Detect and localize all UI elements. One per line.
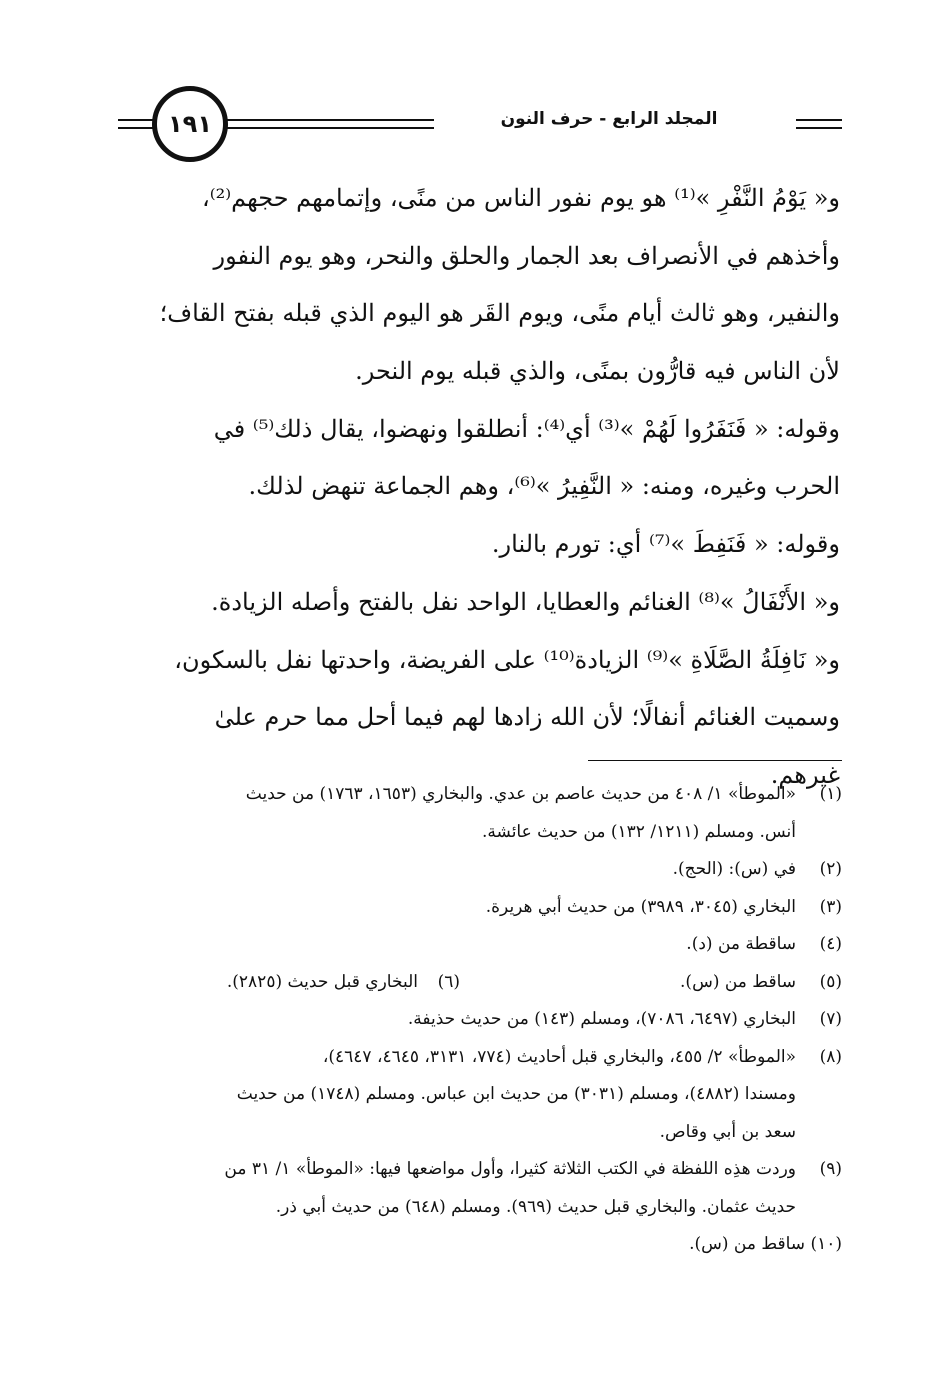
text-line: و« نَافِلَةُ الصَّلَاةِ »⁽⁹⁾ الزيادة⁽¹⁰⁾ على الفريضة، واحدتها نفل بالسكون،	[174, 645, 840, 674]
footnote-text: البخاري قبل حديث (٢٨٢٥).	[226, 971, 418, 992]
footnote-text: ساقط من (س).	[680, 971, 796, 992]
footnote-number: (٤)	[819, 934, 842, 954]
footnote-text: ساقطة من (د).	[686, 934, 796, 954]
footnote-text: حديث عثمان. والبخاري قبل حديث (٩٦٩). ومسلم (٦٤٨) من حديث أبي ذر.	[275, 1196, 796, 1217]
page-number-badge	[152, 86, 228, 162]
footnote-9	[116, 1151, 842, 1189]
text-line: لأن الناس فيه قارُّون بمنًى، والذي قبله يوم النحر.	[355, 357, 840, 386]
footnote-2	[116, 851, 842, 889]
footnote-number: (٦)	[437, 971, 460, 992]
text-line: غيرهم.	[770, 760, 840, 789]
footnote-text: البخاري (٣٠٤٥، ٣٩٨٩) من حديث أبي هريرة.	[485, 896, 796, 917]
running-title: المجلد الرابع - حرف النون	[500, 109, 718, 129]
footnote-8-continuation	[116, 1114, 842, 1152]
header-rule-middle-lower	[224, 127, 434, 129]
footnote-number: (٥)	[819, 971, 842, 992]
footnote-number: (٣)	[819, 896, 842, 917]
text-line: و« الأَنْفَالُ »⁽⁸⁾ الغنائم والعطايا، الواحد نفل بالفتح وأصله الزيادة.	[211, 587, 840, 616]
text-line: و« يَوْمُ النَّفْرِ »⁽¹⁾ هو يوم نفور الناس من منًى، وإتمامهم حجهم⁽²⁾،	[202, 184, 840, 212]
footnote-10	[116, 1226, 842, 1264]
footnote-number: (٢)	[819, 859, 842, 879]
footnote-text: وردت هذِه اللفظة في الكتب الثلاثة كثيرا، وأول مواضعها فيها: «الموطأ» ١/ ٣١ من	[224, 1159, 796, 1179]
footnote-8	[116, 1039, 842, 1077]
header-rule-middle	[224, 119, 434, 121]
page-number: ١٩١	[168, 110, 212, 138]
footnote-number: (١)	[819, 784, 842, 804]
footnotes	[116, 776, 842, 1264]
footnote-text: في (س): (الحج).	[672, 859, 796, 879]
text-line: الحرب وغيره، ومنه: « النَّفِيرُ »⁽⁶⁾، وهم الجماعة تنهض لذلك.	[248, 472, 840, 501]
main-text	[118, 170, 840, 805]
footnote-1-continuation	[116, 814, 842, 852]
footnote-number: (٩)	[819, 1159, 842, 1179]
footnote-number: (٧)	[819, 1009, 842, 1029]
header-rule-right-lower	[796, 127, 842, 129]
footnote-text: ومسندا (٤٨٨٢)، ومسلم (٣٠٣١) من حديث ابن عباس. ومسلم (١٧٤٨) من حديث	[236, 1084, 796, 1104]
footnote-5-6	[116, 964, 842, 1002]
footnote-1	[116, 776, 842, 814]
footnote-text: «الموطأ» ٢/ ٤٥٥، والبخاري قبل أحاديث (٧٧٤، ٣١٣١، ٤٦٤٥، ٤٦٤٧)،	[322, 1046, 796, 1067]
footnote-9-continuation	[116, 1189, 842, 1227]
footnote-text: (١٠) ساقط من (س).	[689, 1234, 842, 1254]
footnote-7	[116, 1001, 842, 1039]
text-line: وقوله: « فَنَفَرُوا لَهُمْ »⁽³⁾ أي⁽⁴⁾: أنطلقوا ونهضوا، يقال ذلك⁽⁵⁾ في	[213, 414, 840, 443]
footnote-text: سعد بن أبي وقاص.	[659, 1121, 796, 1142]
footnote-number: (٨)	[819, 1046, 842, 1067]
footnote-4	[116, 926, 842, 964]
text-line: وقوله: « فَنَفِطَ »⁽⁷⁾ أي: تورم بالنار.	[491, 530, 840, 559]
header-rule-right	[796, 119, 842, 121]
footnote-8-continuation	[116, 1076, 842, 1114]
footnote-separator	[588, 760, 842, 761]
text-line: والنفير، وهو ثالث أيام منًى، ويوم القَر هو اليوم الذي قبله بفتح القاف؛	[159, 299, 840, 328]
footnote-3	[116, 889, 842, 927]
footnote-text: «الموطأ» ١/ ٤٠٨ من حديث عاصم بن عدي. والبخاري (١٦٥٣، ١٧٦٣) من حديث	[245, 784, 796, 804]
text-line: وسميت الغنائم أنفالًا؛ لأن الله زادها لهم فيما أحل مما حرم علىٰ	[214, 703, 840, 732]
footnote-text: أنس. ومسلم (١٢١١/ ١٣٢) من حديث عائشة.	[482, 821, 796, 842]
footnote-text: البخاري (٦٤٩٧، ٧٠٨٦)، ومسلم (١٤٣) من حديث حذيفة.	[407, 1009, 796, 1029]
text-line: وأخذهم في الأنصراف بعد الجمار والحلق والنحر، وهو يوم النفور	[213, 241, 840, 270]
